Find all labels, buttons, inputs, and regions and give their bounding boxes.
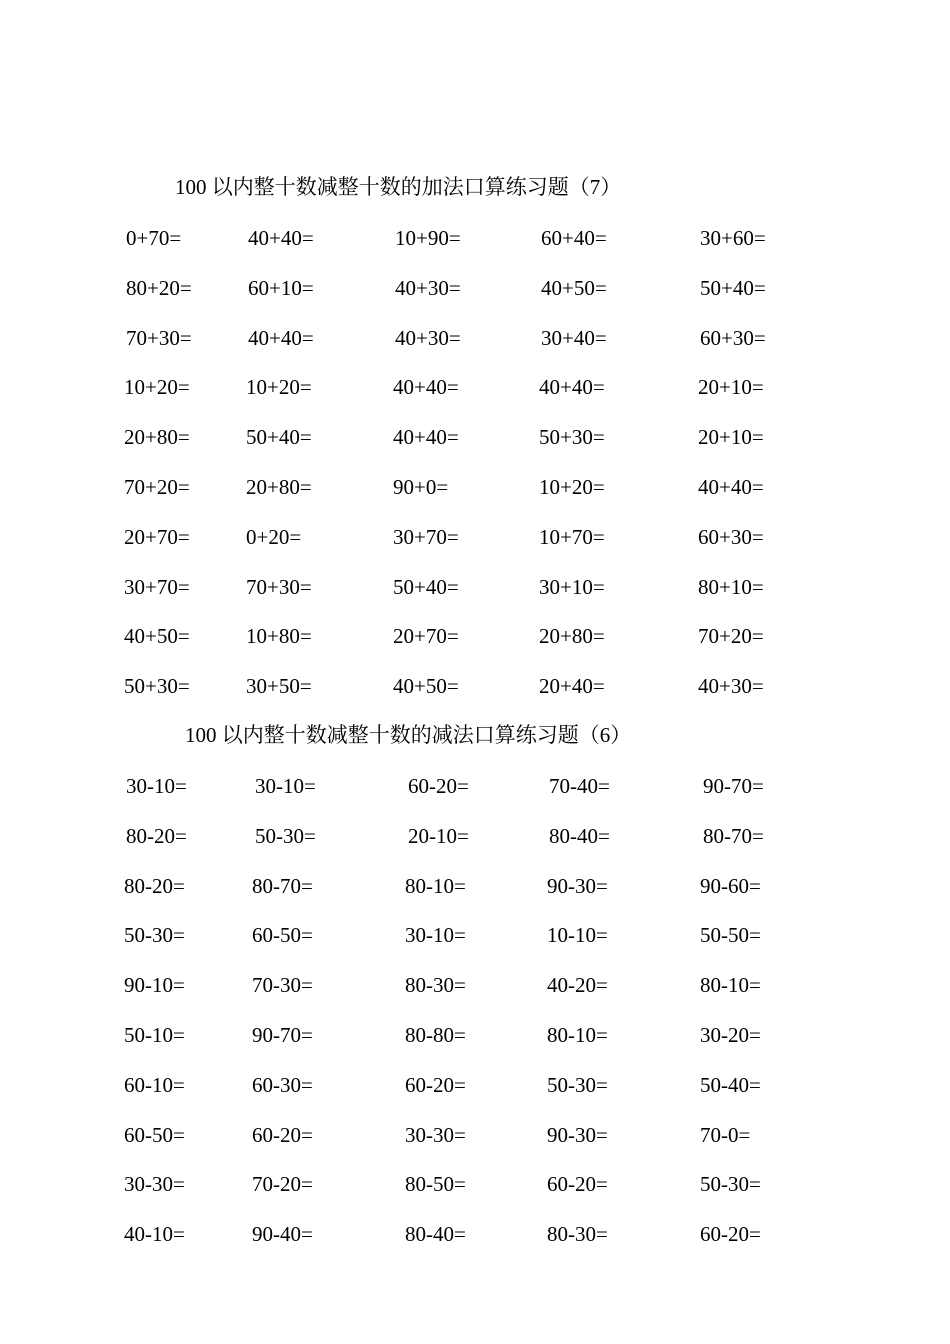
subtraction-problem: 90-10= bbox=[124, 973, 185, 998]
addition-problem: 40+40= bbox=[248, 226, 314, 250]
subtraction-problem: 50-30= bbox=[547, 1072, 608, 1097]
subtraction-problem: 50-50= bbox=[700, 923, 761, 948]
subtraction-problem: 30-30= bbox=[405, 1122, 466, 1147]
subtraction-problem: 60-10= bbox=[124, 1072, 185, 1097]
subtraction-problem: 60-20= bbox=[547, 1172, 608, 1197]
subtraction-problem: 80-30= bbox=[405, 973, 466, 998]
addition-problem: 30+70= bbox=[393, 524, 459, 549]
addition-problem: 10+20= bbox=[246, 375, 312, 400]
addition-problem: 50+30= bbox=[539, 425, 605, 450]
addition-problem: 80+20= bbox=[126, 275, 192, 300]
subtraction-problem: 70-0= bbox=[700, 1122, 751, 1147]
addition-problem: 30+40= bbox=[541, 325, 607, 350]
addition-problem: 10+20= bbox=[124, 375, 190, 400]
subtraction-problem: 80-80= bbox=[405, 1023, 466, 1047]
subtraction-problem: 80-20= bbox=[126, 823, 187, 848]
subtraction-problem: 50-10= bbox=[124, 1023, 185, 1047]
subtraction-problem: 90-60= bbox=[700, 873, 761, 898]
addition-problem: 70+20= bbox=[698, 624, 764, 649]
subtraction-problem: 30-10= bbox=[405, 923, 466, 948]
subtraction-problem: 80-50= bbox=[405, 1172, 466, 1197]
subtraction-row bbox=[0, 972, 950, 998]
addition-problem: 10+70= bbox=[539, 524, 605, 549]
addition-problem: 30+10= bbox=[539, 574, 605, 599]
addition-row bbox=[0, 673, 950, 699]
addition-problem: 40+30= bbox=[698, 674, 764, 699]
subtraction-problem: 10-10= bbox=[547, 923, 608, 948]
subtraction-problem: 30-10= bbox=[126, 774, 187, 798]
subtraction-problem: 60-30= bbox=[252, 1072, 313, 1097]
addition-problem: 20+10= bbox=[698, 425, 764, 450]
addition-problem: 40+50= bbox=[393, 674, 459, 699]
addition-problem: 60+30= bbox=[700, 325, 766, 350]
subtraction-problem: 80-40= bbox=[549, 823, 610, 848]
addition-problem: 30+60= bbox=[700, 226, 766, 250]
addition-problem: 0+20= bbox=[246, 524, 302, 549]
subtraction-problem: 20-10= bbox=[408, 823, 469, 848]
addition-problem: 60+10= bbox=[248, 275, 314, 300]
addition-problem: 40+50= bbox=[541, 275, 607, 300]
subtraction-problem: 80-10= bbox=[700, 973, 761, 998]
subtraction-problem: 60-50= bbox=[124, 1122, 185, 1147]
addition-problem: 20+80= bbox=[246, 475, 312, 499]
subtraction-problem: 80-20= bbox=[124, 873, 185, 898]
subtraction-problem: 60-50= bbox=[252, 923, 313, 948]
addition-problem: 50+40= bbox=[393, 574, 459, 599]
addition-problem: 60+30= bbox=[698, 524, 764, 549]
addition-problem: 40+30= bbox=[395, 325, 461, 350]
addition-row bbox=[0, 623, 950, 649]
subtraction-problem: 50-40= bbox=[700, 1072, 761, 1097]
addition-problem: 30+50= bbox=[246, 674, 312, 699]
subtraction-problem: 50-30= bbox=[700, 1172, 761, 1197]
addition-problem: 40+40= bbox=[539, 375, 605, 400]
subtraction-problem: 60-20= bbox=[700, 1222, 761, 1247]
addition-row bbox=[0, 424, 950, 450]
subtraction-problem: 60-20= bbox=[405, 1072, 466, 1097]
addition-problem: 30+70= bbox=[124, 574, 190, 599]
subtraction-problem: 90-70= bbox=[703, 774, 764, 798]
subtraction-title: 100 以内整十数减整十数的减法口算练习题（6） bbox=[185, 723, 632, 747]
addition-problem: 10+20= bbox=[539, 475, 605, 499]
addition-problem: 50+30= bbox=[124, 674, 190, 699]
addition-problem: 10+90= bbox=[395, 226, 461, 250]
addition-row bbox=[0, 275, 950, 301]
subtraction-problem: 90-40= bbox=[252, 1222, 313, 1247]
addition-row bbox=[0, 325, 950, 351]
subtraction-problem: 80-10= bbox=[547, 1023, 608, 1047]
addition-problem: 50+40= bbox=[246, 425, 312, 450]
addition-problem: 20+80= bbox=[124, 425, 190, 450]
addition-problem: 70+30= bbox=[246, 574, 312, 599]
subtraction-problem: 50-30= bbox=[124, 923, 185, 948]
subtraction-row bbox=[0, 1122, 950, 1148]
addition-problem: 90+0= bbox=[393, 475, 449, 499]
subtraction-problem: 30-20= bbox=[700, 1023, 761, 1047]
subtraction-problem: 80-30= bbox=[547, 1222, 608, 1247]
addition-problem: 40+40= bbox=[393, 425, 459, 450]
subtraction-problem: 60-20= bbox=[252, 1122, 313, 1147]
subtraction-row bbox=[0, 773, 950, 799]
addition-problem: 60+40= bbox=[541, 226, 607, 250]
subtraction-row bbox=[0, 1221, 950, 1247]
addition-problem: 70+20= bbox=[124, 475, 190, 499]
subtraction-problem: 70-30= bbox=[252, 973, 313, 998]
subtraction-row bbox=[0, 1072, 950, 1098]
subtraction-row bbox=[0, 823, 950, 849]
subtraction-row bbox=[0, 922, 950, 948]
addition-row bbox=[0, 374, 950, 400]
subtraction-problem: 90-30= bbox=[547, 1122, 608, 1147]
addition-problem: 20+70= bbox=[124, 524, 190, 549]
addition-row bbox=[0, 474, 950, 500]
addition-problem: 40+50= bbox=[124, 624, 190, 649]
addition-row bbox=[0, 225, 950, 251]
addition-problem: 80+10= bbox=[698, 574, 764, 599]
subtraction-problem: 70-40= bbox=[549, 774, 610, 798]
addition-problem: 20+80= bbox=[539, 624, 605, 649]
subtraction-problem: 90-30= bbox=[547, 873, 608, 898]
subtraction-row bbox=[0, 1022, 950, 1048]
addition-problem: 40+30= bbox=[395, 275, 461, 300]
subtraction-problem: 50-30= bbox=[255, 823, 316, 848]
addition-problem: 40+40= bbox=[248, 325, 314, 350]
addition-problem: 20+10= bbox=[698, 375, 764, 400]
addition-title: 100 以内整十数减整十数的加法口算练习题（7） bbox=[175, 175, 622, 199]
addition-problem: 0+70= bbox=[126, 226, 182, 250]
subtraction-problem: 90-70= bbox=[252, 1023, 313, 1047]
addition-problem: 20+40= bbox=[539, 674, 605, 699]
subtraction-problem: 60-20= bbox=[408, 774, 469, 798]
addition-problem: 20+70= bbox=[393, 624, 459, 649]
subtraction-problem: 70-20= bbox=[252, 1172, 313, 1197]
subtraction-problem: 80-70= bbox=[252, 873, 313, 898]
addition-problem: 40+40= bbox=[698, 475, 764, 499]
subtraction-problem: 80-10= bbox=[405, 873, 466, 898]
addition-problem: 70+30= bbox=[126, 325, 192, 350]
addition-problem: 10+80= bbox=[246, 624, 312, 649]
subtraction-problem: 80-40= bbox=[405, 1222, 466, 1247]
addition-row bbox=[0, 524, 950, 550]
subtraction-problem: 30-10= bbox=[255, 774, 316, 798]
subtraction-problem: 40-10= bbox=[124, 1222, 185, 1247]
subtraction-problem: 40-20= bbox=[547, 973, 608, 998]
subtraction-problem: 80-70= bbox=[703, 823, 764, 848]
addition-row bbox=[0, 574, 950, 600]
addition-problem: 50+40= bbox=[700, 275, 766, 300]
addition-problem: 40+40= bbox=[393, 375, 459, 400]
subtraction-row bbox=[0, 873, 950, 899]
subtraction-problem: 30-30= bbox=[124, 1172, 185, 1197]
subtraction-row bbox=[0, 1171, 950, 1197]
